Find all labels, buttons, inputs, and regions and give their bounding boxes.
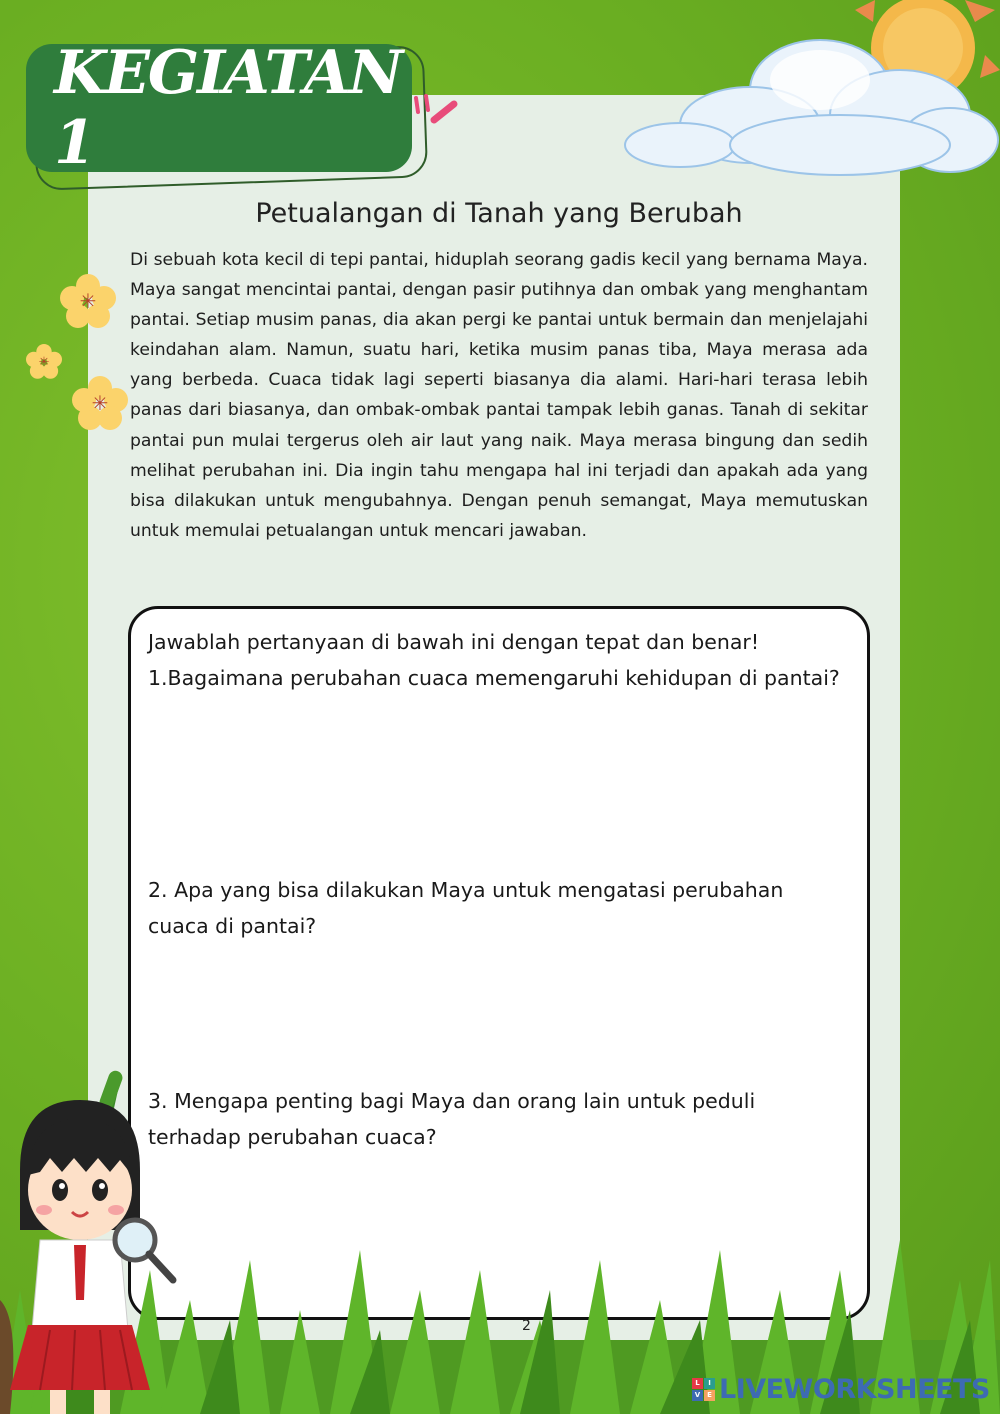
brand-logo-icon: L I V E: [692, 1378, 715, 1401]
svg-text:✳: ✳: [38, 354, 50, 370]
question-3: 3. Mengapa penting bagi Maya dan orang lain untuk peduli terhadap perubahan cuaca?: [148, 1089, 756, 1149]
accent-marks-icon: [412, 90, 462, 130]
flower-icon: [60, 274, 116, 330]
liveworksheets-brand[interactable]: [692, 1374, 990, 1405]
answer-box: [128, 606, 870, 1320]
question-instruction: Jawablah pertanyaan di bawah ini dengan tepat dan benar!: [148, 630, 760, 654]
title-badge: [26, 38, 412, 178]
flower-icon: [26, 344, 62, 380]
svg-text:✳: ✳: [79, 289, 97, 313]
question-1: 1.Bagaimana perubahan cuaca memengaruhi kehidupan di pantai?: [148, 666, 840, 690]
svg-text:✳: ✳: [91, 391, 109, 415]
question-2: 2. Apa yang bisa dilakukan Maya untuk mengatasi perubahan cuaca di pantai?: [148, 878, 784, 938]
flower-icon: [72, 376, 128, 432]
cloud-icon: [620, 20, 1000, 190]
magnifier-icon: [105, 1210, 185, 1290]
story-body: Di sebuah kota kecil di tepi pantai, hiduplah seorang gadis kecil yang bernama Maya. Maya sangat mencintai pantai, dengan pasir putihnya dan ombak yang menghantam pantai. Setiap musim panas, dia akan pergi ke pantai untuk bermain dan menjelajahi keindahan alam. Namun, suatu hari, ketika musim panas tiba, Maya merasa ada yang berbeda. Cuaca tidak lagi seperti biasanya dia alami. Hari-hari terasa lebih panas dari biasanya, dan ombak-ombak pantai tampak lebih ganas. Tanah di sekitar pantai pun mulai tergerus oleh air laut yang naik. Maya merasa bingung dan sedih melihat perubahan ini. Dia ingin tahu mengapa hal ini terjadi dan apakah ada yang bisa dilakukan untuk mengubahnya. Dengan penuh semangat, Maya memutuskan untuk memulai petualangan untuk mencari jawaban.: [130, 250, 868, 541]
page-number: 2: [522, 1318, 531, 1334]
page-title: KEGIATAN 1: [54, 38, 402, 178]
brand-text: LIVEWORKSHEETS: [719, 1374, 990, 1405]
story-title: Petualangan di Tanah yang Berubah: [255, 198, 743, 229]
